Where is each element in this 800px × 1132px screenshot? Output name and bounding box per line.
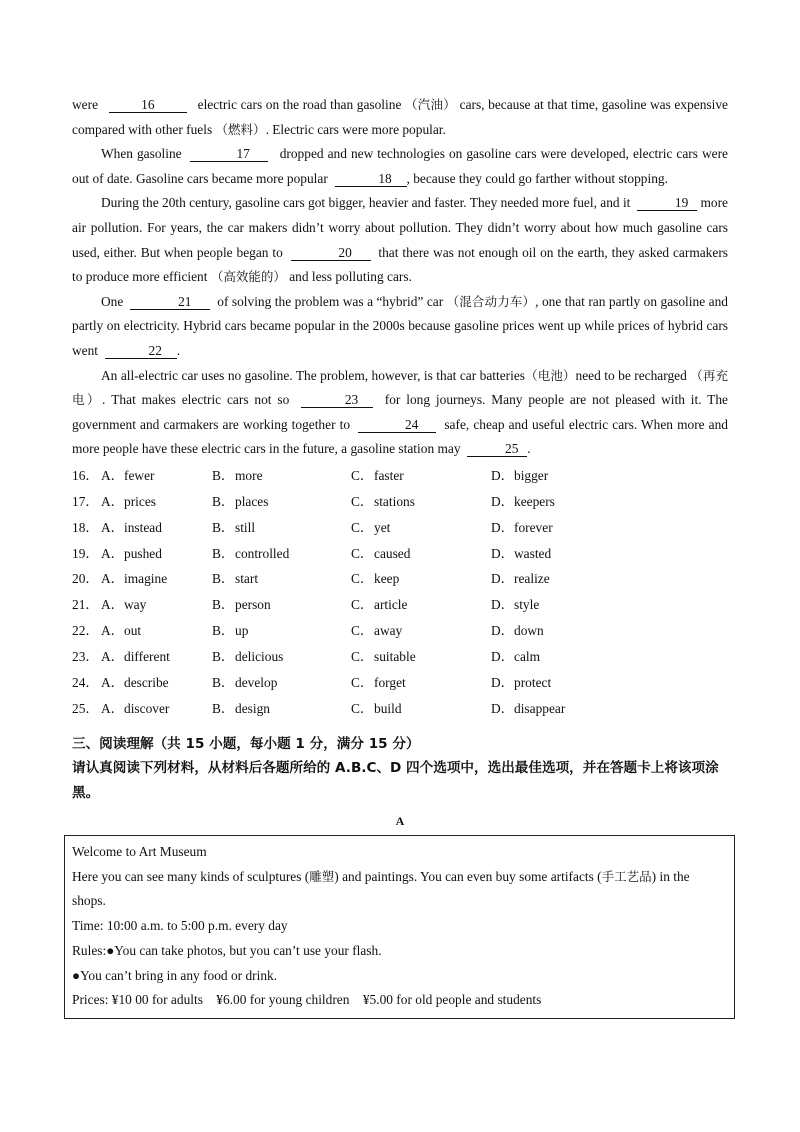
blank-21: 21 (130, 295, 210, 310)
option-letter: C． (351, 649, 374, 665)
option-letter: A． (101, 675, 125, 691)
option-b[interactable] (212, 644, 351, 670)
text: of solving the problem was a “hybrid” car (217, 293, 444, 309)
option-letter: C． (351, 571, 374, 587)
notice-intro (72, 865, 726, 914)
option-c[interactable] (351, 489, 491, 515)
option-letter: A． (101, 597, 125, 613)
blank-17: 17 (190, 147, 268, 162)
text: need to be recharged (575, 367, 687, 383)
cloze-paragraph-5 (72, 364, 728, 462)
option-b[interactable] (212, 566, 351, 592)
chinese-gloss: （再充电） (72, 367, 728, 408)
blank-22: 22 (105, 344, 177, 359)
question-number: 21． (72, 597, 99, 613)
question-number: 25． (72, 700, 99, 716)
option-text: keep (374, 571, 400, 587)
option-a[interactable] (72, 566, 212, 592)
text: more air pollution. For years, the car makers didn’t worry about pollution. They didn’t worry about how much gasoline cars used, either. But when people began to (72, 195, 728, 260)
notice-prices: Prices: ¥10 00 for adults ¥6.00 for young children ¥5.00 for old people and students (72, 992, 542, 1008)
option-letter: B． (212, 675, 235, 691)
question-number: 22． (72, 623, 99, 639)
text: , because they could go farther without stopping. (406, 170, 668, 186)
option-text: realize (514, 571, 550, 587)
cloze-paragraph-1 (72, 93, 728, 142)
option-b[interactable] (212, 592, 351, 618)
option-text: build (374, 700, 402, 716)
options-list (72, 463, 728, 722)
text: An all-electric car uses no gasoline. The problem, however, is that car batteries (101, 367, 525, 383)
question-row (72, 618, 728, 644)
option-a[interactable] (72, 670, 212, 696)
option-text: away (374, 623, 403, 639)
option-a[interactable] (72, 618, 212, 644)
option-letter: B． (212, 467, 235, 483)
option-letter: D． (491, 623, 515, 639)
option-c[interactable] (351, 541, 491, 567)
chinese-gloss: 雕塑 (309, 868, 335, 884)
option-letter: D． (491, 649, 515, 665)
option-text: places (235, 493, 269, 509)
option-letter: D． (491, 493, 515, 509)
question-number: 16． (72, 467, 99, 483)
option-b[interactable] (212, 489, 351, 515)
option-letter: C． (351, 493, 374, 509)
question-row (72, 463, 728, 489)
option-letter: A． (101, 545, 125, 561)
chinese-gloss: （电池） (525, 367, 576, 383)
option-text: protect (514, 675, 552, 691)
option-letter: D． (491, 597, 515, 613)
option-d[interactable] (491, 566, 631, 592)
option-c[interactable] (351, 566, 491, 592)
blank-24: 24 (358, 418, 436, 433)
notice-rule-1: Rules:●You can take photos, but you can’t use your flash. (72, 942, 382, 958)
option-letter: C． (351, 467, 374, 483)
text: electric cars on the road than gasoline (197, 97, 402, 112)
text: and less polluting cars. (289, 269, 412, 285)
section-title: 三、阅读理解（共 15 小题，每小题 1 分，满分 15 分） (72, 735, 420, 752)
text: ) and paintings. You can even buy some artifacts ( (334, 868, 602, 884)
option-letter: B． (212, 623, 235, 639)
chinese-gloss: 手工艺品 (601, 868, 652, 884)
option-text: stations (374, 493, 415, 509)
option-c[interactable] (351, 592, 491, 618)
question-row (72, 670, 728, 696)
option-d[interactable] (491, 463, 631, 489)
option-b[interactable] (212, 670, 351, 696)
text: dropped and new technologies on gasoline cars were developed, electric cars were out of date. Gasoline cars became more popular (72, 146, 728, 186)
option-text: describe (124, 675, 169, 691)
option-text: down (514, 623, 544, 639)
option-text: keepers (514, 493, 555, 509)
option-text: different (124, 649, 170, 665)
option-letter: D． (491, 467, 515, 483)
option-b[interactable] (212, 515, 351, 541)
option-text: forever (514, 519, 553, 535)
option-text: prices (124, 493, 156, 509)
option-b[interactable] (212, 541, 351, 567)
text: One (101, 293, 124, 309)
question-number: 17． (72, 493, 99, 509)
option-letter: C． (351, 623, 374, 639)
option-text: fewer (124, 467, 155, 483)
option-c[interactable] (351, 618, 491, 644)
cloze-paragraph-3 (72, 191, 728, 289)
option-a[interactable] (72, 644, 212, 670)
option-d[interactable] (491, 515, 631, 541)
text: When gasoline (101, 146, 182, 162)
text: for long journeys. Many people are not pleased with it. The government and carmakers are working together to (72, 392, 728, 432)
option-d[interactable] (491, 489, 631, 515)
option-letter: D． (491, 545, 515, 561)
option-a[interactable] (72, 489, 212, 515)
question-number: 18． (72, 519, 99, 535)
chinese-gloss: （混合动力车） (446, 293, 536, 309)
text: cars, because at that time, gasoline was expensive compared with other fuels (72, 97, 728, 137)
option-d[interactable] (491, 670, 631, 696)
option-letter: A． (101, 700, 125, 716)
option-b[interactable] (212, 618, 351, 644)
option-c[interactable] (351, 644, 491, 670)
question-row (72, 644, 728, 670)
option-text: up (235, 623, 249, 639)
text: ) in the shops. (72, 868, 690, 909)
option-c[interactable] (351, 696, 491, 722)
museum-notice-box (64, 835, 735, 1019)
option-letter: D． (491, 700, 515, 716)
question-row (72, 541, 728, 567)
option-text: suitable (374, 649, 416, 665)
option-text: pushed (124, 545, 162, 561)
option-letter: A． (101, 493, 125, 509)
option-d[interactable] (491, 541, 631, 567)
option-text: instead (124, 519, 162, 535)
option-d[interactable] (491, 618, 631, 644)
option-text: calm (514, 649, 541, 665)
text: . Electric cars were more popular. (265, 121, 446, 137)
text: . That makes electric cars not so (102, 392, 290, 408)
option-c[interactable] (351, 463, 491, 489)
option-letter: B． (212, 649, 235, 665)
option-letter: A． (101, 519, 125, 535)
option-a[interactable] (72, 696, 212, 722)
option-text: caused (374, 545, 411, 561)
question-number: 24． (72, 675, 99, 691)
option-letter: A． (101, 649, 125, 665)
notice-time: Time: 10:00 a.m. to 5:00 p.m. every day (72, 918, 288, 934)
option-text: more (235, 467, 263, 483)
text: . (176, 342, 181, 358)
option-text: article (374, 597, 408, 613)
cloze-paragraph-4 (72, 290, 728, 364)
question-row (72, 515, 728, 541)
option-d[interactable] (491, 644, 631, 670)
option-letter: B． (212, 493, 235, 509)
option-a[interactable] (72, 463, 212, 489)
option-letter: B． (212, 700, 235, 716)
option-letter: C． (351, 675, 374, 691)
option-text: design (235, 700, 270, 716)
option-text: way (124, 597, 147, 613)
blank-19: 19 (637, 196, 697, 211)
option-letter: A． (101, 623, 125, 639)
option-text: bigger (514, 467, 549, 483)
option-d[interactable] (491, 696, 631, 722)
option-text: style (514, 597, 540, 613)
option-text: disappear (514, 700, 566, 716)
option-letter: C． (351, 545, 374, 561)
option-c[interactable] (351, 515, 491, 541)
text: , one that ran partly on gasoline and partly on electricity. Hybrid cars became popular in the 2000s because gasoline prices went up while prices of hybrid cars went (72, 293, 728, 358)
blank-18: 18 (335, 172, 407, 187)
blank-23: 23 (301, 393, 373, 408)
option-text: person (235, 597, 271, 613)
option-text: delicious (235, 649, 284, 665)
question-number: 23． (72, 649, 99, 665)
option-d[interactable] (491, 592, 631, 618)
option-letter: D． (491, 675, 515, 691)
option-a[interactable] (72, 592, 212, 618)
text: During the 20th century, gasoline cars got bigger, heavier and faster. They needed more fuel, and it (101, 195, 631, 211)
question-number: 19． (72, 545, 99, 561)
blank-25: 25 (467, 442, 527, 457)
notice-rule-2: ●You can’t bring in any food or drink. (72, 967, 278, 983)
question-row (72, 592, 728, 618)
option-text: yet (374, 519, 391, 535)
option-text: start (235, 571, 259, 587)
option-a[interactable] (72, 515, 212, 541)
document-page (72, 93, 728, 832)
text: were (72, 97, 99, 112)
question-row (72, 696, 728, 722)
option-text: controlled (235, 545, 290, 561)
question-row (72, 566, 728, 592)
option-letter: B． (212, 519, 235, 535)
cloze-paragraph-2 (72, 142, 728, 191)
option-text: faster (374, 467, 404, 483)
option-text: develop (235, 675, 278, 691)
option-letter: C． (351, 519, 374, 535)
option-letter: A． (101, 467, 125, 483)
option-b[interactable] (212, 463, 351, 489)
option-letter: C． (351, 597, 374, 613)
option-letter: B． (212, 545, 235, 561)
option-letter: C． (351, 700, 374, 716)
text: Here you can see many kinds of sculptures ( (72, 868, 310, 884)
notice-title: Welcome to Art Museum (72, 844, 207, 859)
option-text: wasted (514, 545, 552, 561)
option-letter: B． (212, 597, 235, 613)
blank-16: 16 (109, 98, 187, 113)
chinese-gloss: （燃料） (215, 121, 266, 137)
text: . (527, 441, 531, 457)
option-text: imagine (124, 571, 168, 587)
question-row (72, 489, 728, 515)
option-b[interactable] (212, 696, 351, 722)
chinese-gloss: （高效能的） (210, 269, 286, 285)
option-text: discover (124, 700, 170, 716)
option-letter: D． (491, 571, 515, 587)
text: that there was not enough oil on the earth, they asked carmakers to produce more efficient (72, 244, 728, 285)
text: safe, cheap and useful electric cars. When more and more people have these electric cars in the future, a gasoline station may (72, 416, 728, 457)
question-number: 20． (72, 571, 99, 587)
option-text: out (124, 623, 142, 639)
option-c[interactable] (351, 670, 491, 696)
chinese-gloss: （汽油） (405, 97, 457, 112)
option-text: still (235, 519, 256, 535)
option-a[interactable] (72, 541, 212, 567)
option-letter: B． (212, 571, 235, 587)
section-instruction: 请认真阅读下列材料，从材料后各题所给的 A.B.C、D 四个选项中，选出最佳选项，并在答题卡上将该项涂黑。 (72, 759, 719, 801)
blank-20: 20 (291, 246, 371, 261)
option-text: forget (374, 675, 406, 691)
passage-label: A (395, 813, 405, 828)
option-letter: A． (101, 571, 125, 587)
option-letter: D． (491, 519, 515, 535)
